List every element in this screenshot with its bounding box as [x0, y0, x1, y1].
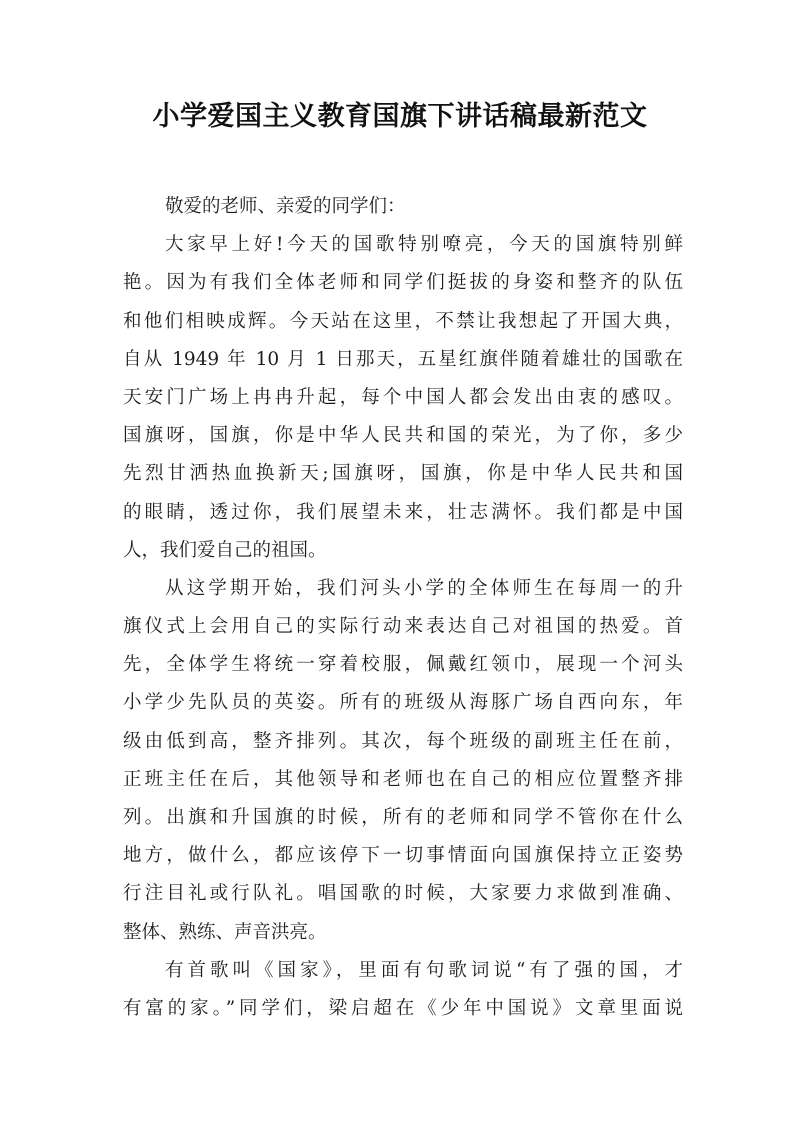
text-line: 国旗呀，国旗，你是中华人民共和国的荣光，为了你，多少	[123, 425, 683, 447]
text-line: 和他们相映成辉。今天站在这里，不禁让我想起了开国大典，	[123, 310, 683, 332]
paragraph-greeting	[123, 188, 683, 226]
document-body	[123, 188, 683, 1028]
text-line: 整体、熟练、声音洪亮。	[123, 921, 327, 943]
text-line: 列。出旗和升国旗的时候，所有的老师和同学不管你在什么	[123, 807, 683, 828]
paragraph-1	[123, 226, 683, 570]
text-line: 敬爱的老师、亲爱的同学们：	[165, 196, 406, 217]
text-line: 天安门广场上冉冉升起，每个中国人都会发出由衷的感叹。	[123, 386, 683, 408]
paragraph-3	[123, 952, 683, 1028]
text-line: 有首歌叫《国家》，里面有句歌词说“有了强的国，才	[165, 959, 683, 981]
document-title: 小学爱国主义教育国旗下讲话稿最新范文	[152, 101, 648, 132]
text-line: 大家早上好!今天的国歌特别嘹亮，今天的国旗特别鲜	[165, 234, 683, 256]
text-line: 地方，做什么，都应该停下一切事情面向国旗保持立正姿势	[123, 845, 683, 867]
text-line: 行注目礼或行队礼。唱国歌的时候，大家要力求做到准确、	[123, 883, 683, 905]
text-line: 艳。因为有我们全体老师和同学们挺拔的身姿和整齐的队伍	[123, 272, 683, 294]
text-line: 自从 1949 年 10 月 1 日那天，五星红旗伴随着雄壮的国歌在	[123, 348, 683, 370]
text-line: 先，全体学生将统一穿着校服，佩戴红领巾，展现一个河头	[123, 654, 683, 676]
text-line: 先烈甘洒热血换新天;国旗呀，国旗，你是中华人民共和国	[123, 463, 683, 485]
text-line: 正班主任在后，其他领导和老师也在自己的相应位置整齐排	[123, 768, 683, 790]
paragraph-2	[123, 570, 683, 952]
text-line: 小学少先队员的英姿。所有的班级从海豚广场自西向东，年	[123, 692, 683, 714]
text-line: 的眼睛，透过你，我们展望未来，壮志满怀。我们都是中国	[123, 501, 683, 523]
text-line: 旗仪式上会用自己的实际行动来表达自己对祖国的热爱。首	[123, 616, 683, 638]
text-line: 有富的家。”同学们，梁启超在《少年中国说》文章里面说	[123, 997, 683, 1019]
text-line: 从这学期开始，我们河头小学的全体师生在每周一的升	[165, 577, 683, 599]
text-line: 级由低到高，整齐排列。其次，每个班级的副班主任在前，	[123, 730, 683, 752]
text-line: 人，我们爱自己的祖国。	[123, 539, 327, 561]
